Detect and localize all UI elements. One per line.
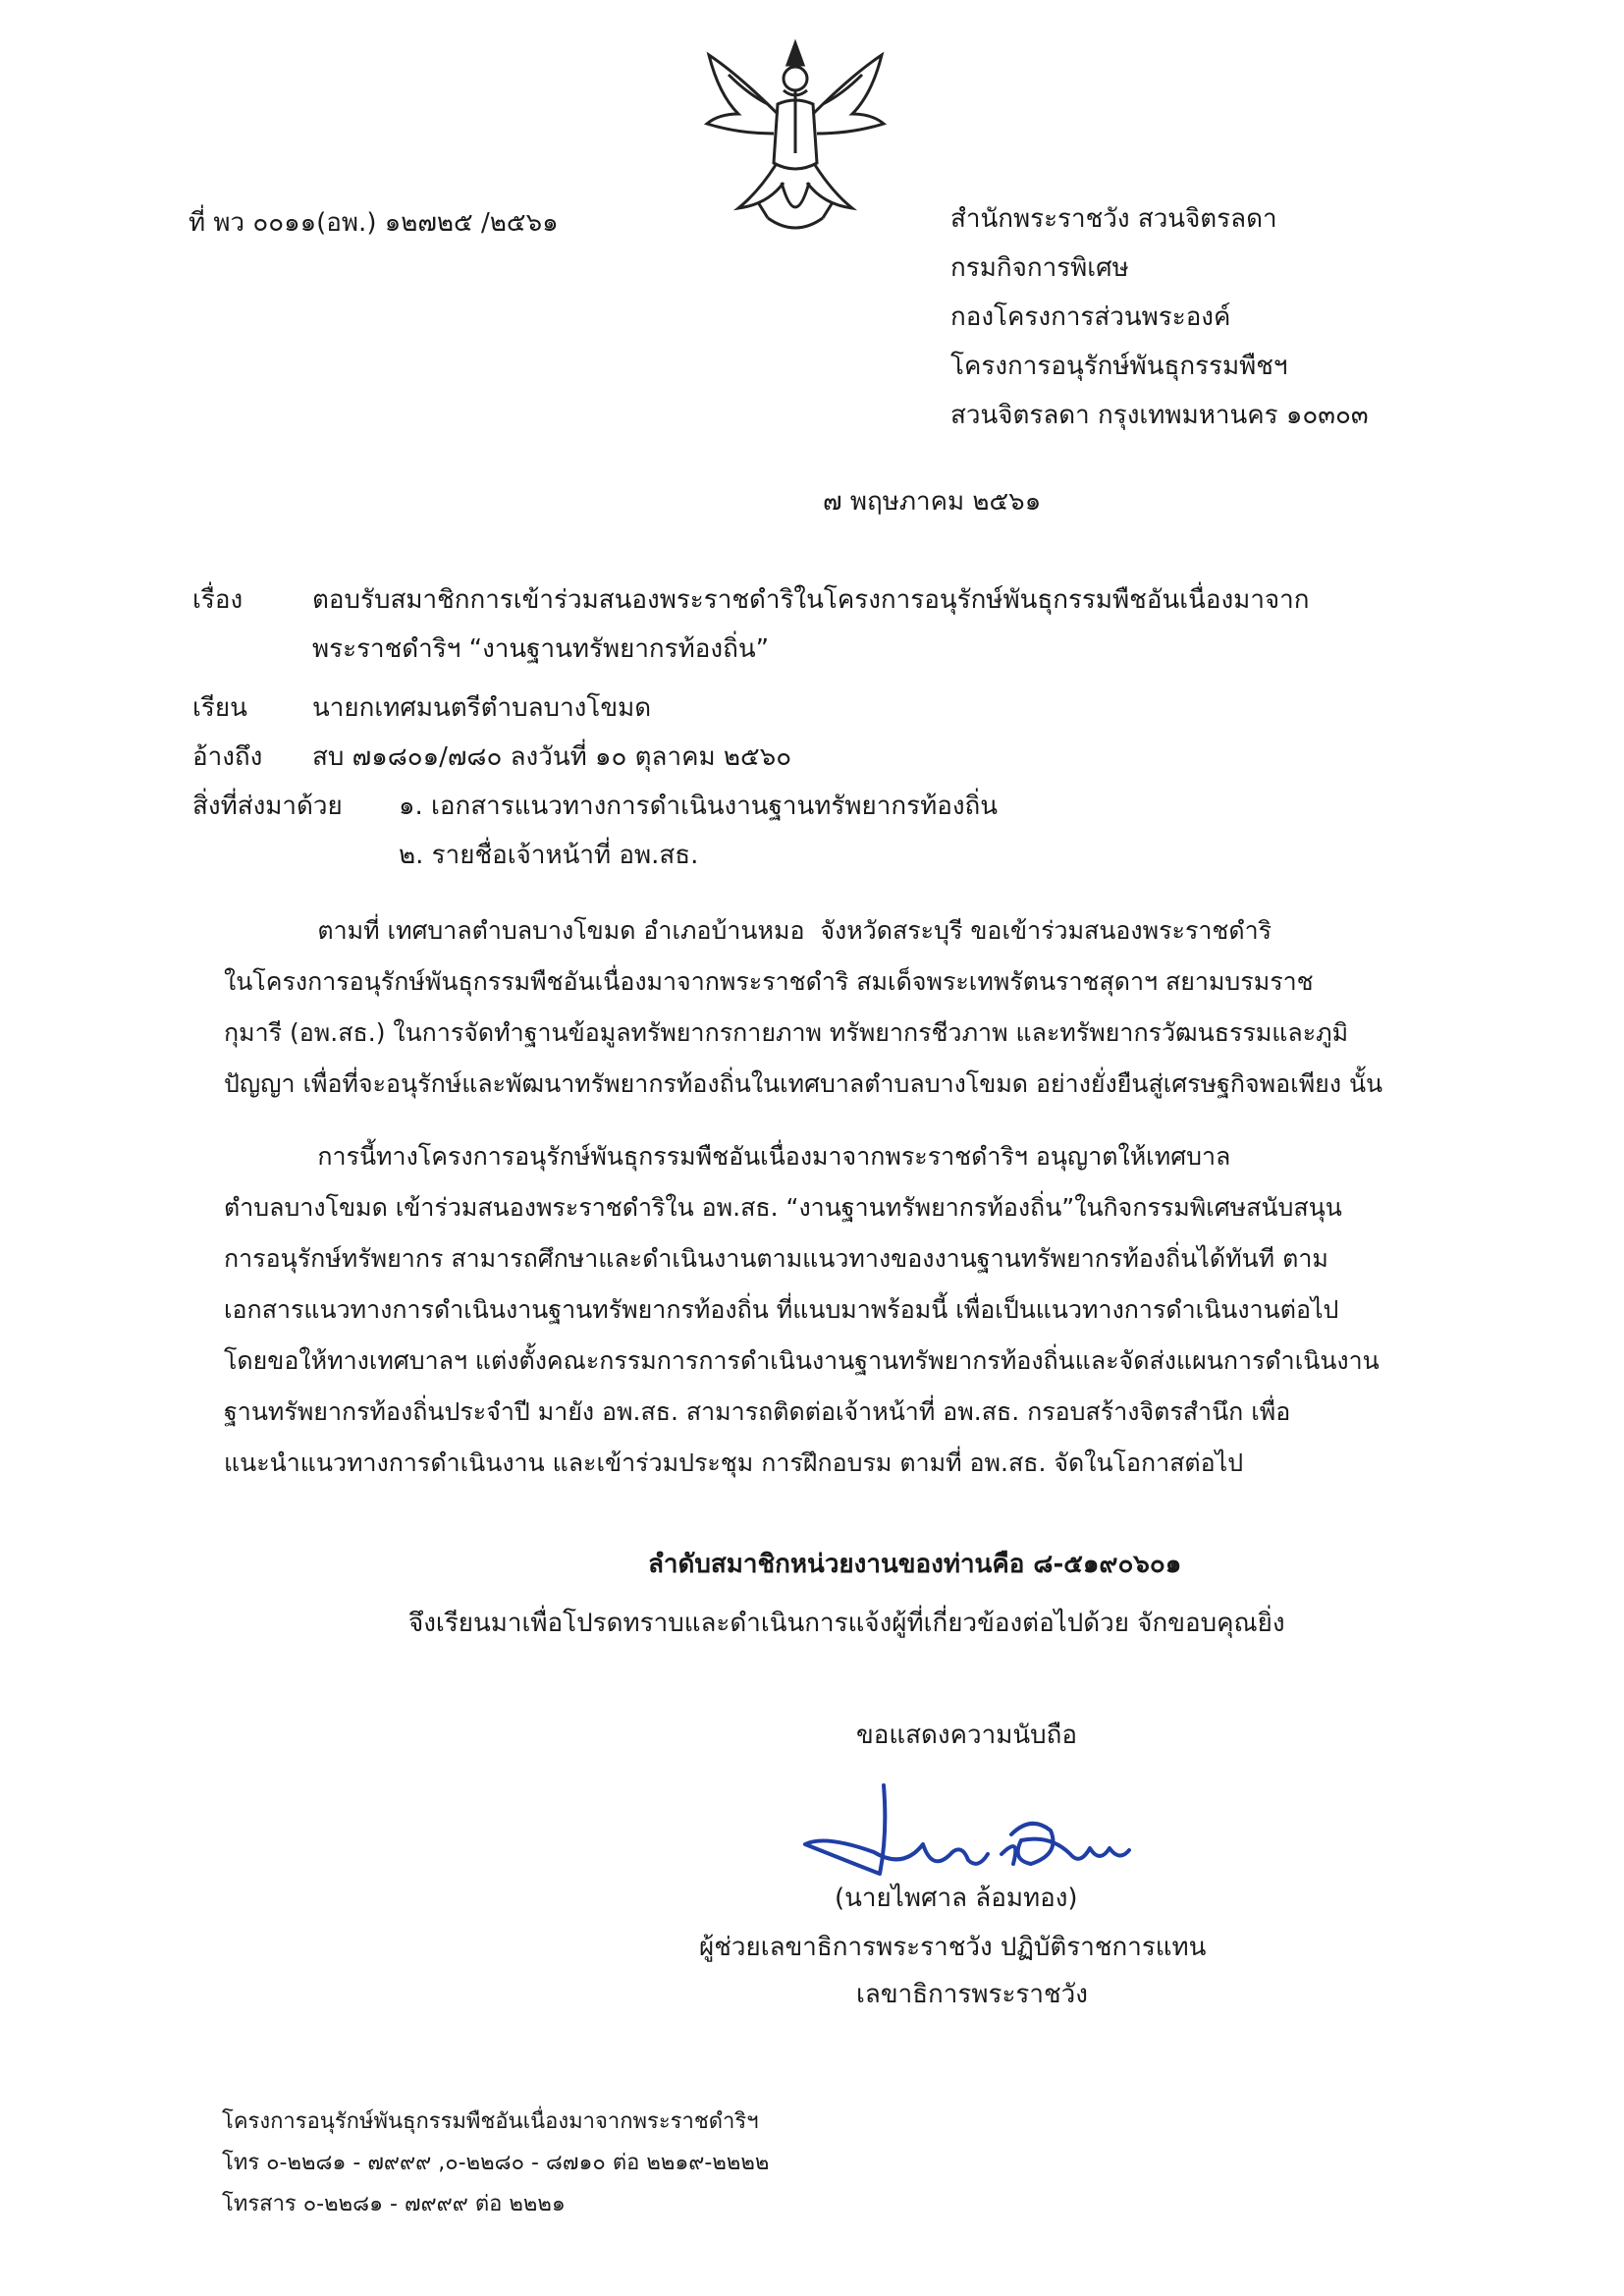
paragraph-line: การอนุรักษ์ทรัพยากร สามารถศึกษาและดำเนินงานตามแนวทางของงานฐานทรัพยากรท้องถิ่นได้ทันที ตาม <box>224 1244 1328 1273</box>
paragraph-line: ตำบลบางโขมด เข้าร่วมสนองพระราชดำริใน อพ.สธ. “งานฐานทรัพยากรท้องถิ่น”ในกิจกรรมพิเศษสนับสนุน <box>224 1193 1342 1222</box>
signer-position: ผู้ช่วยเลขาธิการพระราชวัง ปฏิบัติราชการแทน <box>699 1933 1207 1962</box>
paragraph-line: กุมารี (อพ.สธ.) ในการจัดทำฐานข้อมูลทรัพยากรกายภาพ ทรัพยากรชีวภาพ และทรัพยากรวัฒนธรรมและภูมิ <box>224 1018 1349 1047</box>
signer-position: เลขาธิการพระราชวัง <box>856 1980 1088 2009</box>
subject-line: พระราชดำริฯ “งานฐานทรัพยากรท้องถิ่น” <box>312 634 770 664</box>
member-number-line: ลำดับสมาชิกหน่วยงานของท่านคือ ๘-๕๑๙๐๖๐๑ <box>648 1550 1182 1579</box>
office-line: สวนจิตรลดา กรุงเทพมหานคร ๑๐๓๐๓ <box>950 401 1369 430</box>
paragraph-line: เอกสารแนวทางการดำเนินงานฐานทรัพยากรท้องถิ่น ที่แนบมาพร้อมนี้ เพื่อเป็นแนวทางการดำเนินงานต่อไป <box>224 1295 1339 1324</box>
paragraph-line: ในโครงการอนุรักษ์พันธุกรรมพืชอันเนื่องมาจากพระราชดำริ สมเด็จพระเทพรัตนราชสุดาฯ สยามบรมราช <box>224 967 1314 996</box>
footer-fax: โทรสาร ๐-๒๒๘๑ - ๗๙๙๙ ต่อ ๒๒๒๑ <box>222 2192 566 2216</box>
office-line: โครงการอนุรักษ์พันธุกรรมพืชฯ <box>950 352 1288 381</box>
subject-line: ตอบรับสมาชิกการเข้าร่วมสนองพระราชดำริในโครงการอนุรักษ์พันธุกรรมพืชอันเนื่องมาจาก <box>312 585 1310 615</box>
enclosure-label: สิ่งที่ส่งมาด้วย <box>192 792 343 821</box>
subject-label: เรื่อง <box>192 585 244 615</box>
regards: ขอแสดงความนับถือ <box>856 1721 1077 1750</box>
reference-value: สบ ๗๑๘๐๑/๗๘๐ ลงวันที่ ๑๐ ตุลาคม ๒๕๖๐ <box>312 742 792 772</box>
closing-line: จึงเรียนมาเพื่อโปรดทราบและดำเนินการแจ้งผู้ที่เกี่ยวข้องต่อไปด้วย จักขอบคุณยิ่ง <box>408 1609 1285 1638</box>
enclosure-item: ๒. รายชื่อเจ้าหน้าที่ อพ.สธ. <box>399 841 699 870</box>
paragraph-line: การนี้ทางโครงการอนุรักษ์พันธุกรรมพืชอันเนื่องมาจากพระราชดำริฯ อนุญาตให้เทศบาล <box>224 1142 1231 1171</box>
office-address <box>950 204 1369 450</box>
body-paragraph-1 <box>224 905 1453 1110</box>
recipient-label: เรียน <box>192 693 247 723</box>
paragraph-line: แนะนำแนวทางการดำเนินงาน และเข้าร่วมประชุม การฝึกอบรม ตามที่ อพ.สธ. จัดในโอกาสต่อไป <box>224 1449 1244 1477</box>
office-line: กรมกิจการพิเศษ <box>950 253 1129 283</box>
paragraph-line: ตามที่ เทศบาลตำบลบางโขมด อำเภอบ้านหมอ จังหวัดสระบุรี ขอเข้าร่วมสนองพระราชดำริ <box>224 916 1272 945</box>
footer-phone: โทร ๐-๒๒๘๑ - ๗๙๙๙ ,๐-๒๒๘๐ - ๘๗๑๐ ต่อ ๒๒๑๙-๒๒๒๒ <box>222 2151 770 2175</box>
paragraph-line: ฐานทรัพยากรท้องถิ่นประจำปี มายัง อพ.สธ. สามารถติดต่อเจ้าหน้าที่ อพ.สธ. กรอบสร้างจิตรสำนึก เพื่อ <box>224 1397 1291 1426</box>
office-line: กองโครงการส่วนพระองค์ <box>950 302 1231 332</box>
body-paragraph-2 <box>224 1131 1453 1489</box>
reference-number: ที่ พว ๐๐๑๑(อพ.) ๑๒๗๒๕ /๒๕๖๑ <box>189 208 559 238</box>
enclosure-item: ๑. เอกสารแนวทางการดำเนินงานฐานทรัพยากรท้องถิ่น <box>399 792 999 821</box>
office-line: สำนักพระราชวัง สวนจิตรลดา <box>950 204 1277 234</box>
footer-project-name: โครงการอนุรักษ์พันธุกรรมพืชอันเนื่องมาจากพระราชดำริฯ <box>222 2109 759 2134</box>
recipient-value: นายกเทศมนตรีตำบลบางโขมด <box>312 693 652 723</box>
garuda-emblem-icon <box>699 35 892 244</box>
reference-label: อ้างถึง <box>192 742 263 772</box>
paragraph-line: โดยขอให้ทางเทศบาลฯ แต่งตั้งคณะกรรมการการดำเนินงานฐานทรัพยากรท้องถิ่นและจัดส่งแผนการดำเนินงาน <box>224 1346 1380 1375</box>
paragraph-line: ปัญญา เพื่อที่จะอนุรักษ์และพัฒนาทรัพยากรท้องถิ่นในเทศบาลตำบลบางโขมด อย่างยั่งยืนสู่เศรษฐกิจพอเพียง นั้น <box>224 1069 1383 1098</box>
signer-name: (นายไพศาล ล้อมทอง) <box>835 1884 1078 1913</box>
signature-strokes <box>805 1785 1129 1874</box>
letter-date: ๗ พฤษภาคม ๒๕๖๑ <box>823 487 1042 517</box>
